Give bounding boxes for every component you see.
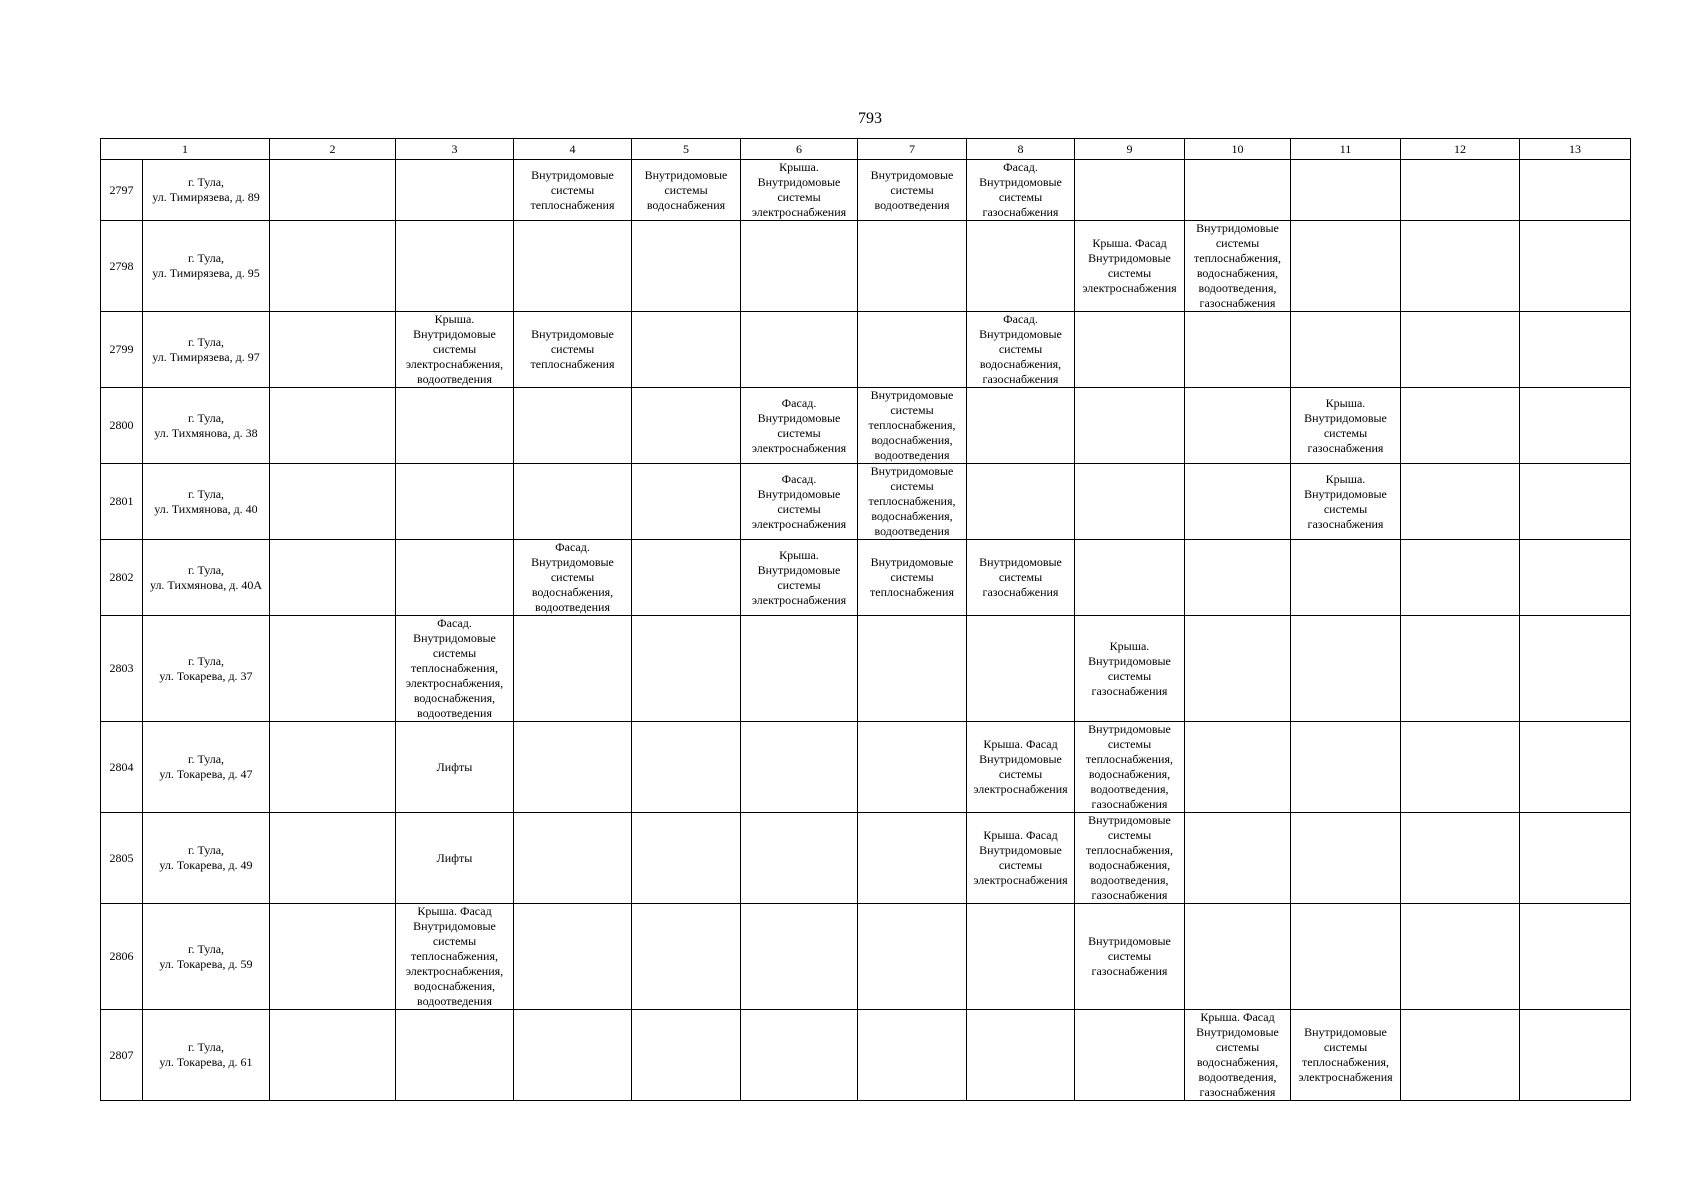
work-text: Крыша. Фасад Внутридомовые системы электроснабжения (973, 828, 1068, 887)
work-text: Внутридомовые системы теплоснабжения (870, 555, 954, 599)
work-cell-col-13 (1520, 722, 1631, 813)
work-cell-col-5 (632, 221, 741, 312)
work-cell-col-4 (514, 312, 632, 388)
work-text: Фасад. Внутридомовые системы водоснабжения, водоотведения (531, 540, 614, 614)
table-row (101, 221, 1631, 312)
work-cell-col-12 (1401, 388, 1520, 464)
work-cell-col-4 (514, 813, 632, 904)
work-cell-col-7 (858, 160, 967, 221)
address-cell (143, 540, 270, 616)
address-text: г. Тула, ул. Токарева, д. 47 (159, 752, 253, 781)
column-header-9: 9 (1075, 139, 1185, 160)
work-cell-col-4 (514, 540, 632, 616)
work-cell-col-9 (1075, 813, 1185, 904)
work-cell-col-13 (1520, 616, 1631, 722)
table-row (101, 312, 1631, 388)
work-cell-col-10 (1185, 540, 1291, 616)
work-cell-col-9 (1075, 464, 1185, 540)
work-cell-col-8 (967, 464, 1075, 540)
address-cell (143, 464, 270, 540)
page-number: 793 (858, 110, 882, 127)
work-text: Внутридомовые системы теплоснабжения, водоснабжения, водоотведения, газоснабжения (1086, 813, 1173, 902)
work-text: Фасад. Внутридомовые системы теплоснабжения, электроснабжения, водоснабжения, водоотведения (405, 616, 504, 720)
work-cell-col-11 (1291, 388, 1401, 464)
work-cell-col-10 (1185, 312, 1291, 388)
work-cell-col-10 (1185, 904, 1291, 1010)
work-cell-col-4 (514, 722, 632, 813)
column-header-8: 8 (967, 139, 1075, 160)
work-cell-col-8 (967, 813, 1075, 904)
work-cell-col-6 (741, 813, 858, 904)
work-text: Внутридомовые системы теплоснабжения (530, 167, 615, 212)
work-cell-col-11 (1291, 722, 1401, 813)
work-cell-col-10 (1185, 616, 1291, 722)
work-cell-col-8 (967, 904, 1075, 1010)
address-text: г. Тула, ул. Тихмянова, д. 40 (154, 486, 258, 516)
work-cell-col-9 (1075, 312, 1185, 388)
work-cell-col-2 (270, 904, 396, 1010)
work-cell-col-7 (858, 540, 967, 616)
work-cell-col-12 (1401, 540, 1520, 616)
work-cell-col-6 (741, 1010, 858, 1101)
work-cell-col-7 (858, 722, 967, 813)
work-text: Фасад. Внутридомовые системы газоснабжения (979, 160, 1062, 219)
work-cell-col-2 (270, 616, 396, 722)
work-cell-col-4 (514, 616, 632, 722)
work-text: Фасад. Внутридомовые системы электроснабжения (751, 471, 847, 531)
work-cell-col-6 (741, 221, 858, 312)
column-header-11: 11 (1291, 139, 1401, 160)
table-row (101, 160, 1631, 221)
work-cell-col-3 (396, 904, 514, 1010)
work-cell-col-2 (270, 388, 396, 464)
column-header-7: 7 (858, 139, 967, 160)
work-text: Внутридомовые системы теплоснабжения, водоснабжения, водоотведения, газоснабжения (1194, 221, 1281, 310)
work-cell-col-7 (858, 388, 967, 464)
work-cell-col-8 (967, 540, 1075, 616)
work-text: Внутридомовые системы теплоснабжения, водоснабжения, водоотведения (868, 464, 956, 538)
work-cell-col-13 (1520, 813, 1631, 904)
work-cell-col-9 (1075, 722, 1185, 813)
column-header-1: 1 (101, 139, 270, 160)
work-cell-col-3 (396, 616, 514, 722)
address-cell (143, 221, 270, 312)
work-cell-col-3 (396, 388, 514, 464)
work-cell-col-10 (1185, 722, 1291, 813)
work-cell-col-5 (632, 464, 741, 540)
address-text: г. Тула, ул. Тимирязева, д. 89 (152, 175, 260, 204)
work-text: Лифты (436, 850, 473, 865)
work-cell-col-13 (1520, 1010, 1631, 1101)
work-cell-col-7 (858, 1010, 967, 1101)
work-cell-col-8 (967, 312, 1075, 388)
table-row (101, 1010, 1631, 1101)
work-cell-col-7 (858, 813, 967, 904)
work-cell-col-2 (270, 722, 396, 813)
address-text: г. Тула, ул. Токарева, д. 49 (159, 843, 253, 872)
work-text: Крыша. Внутридомовые системы электроснабжения, водоотведения (405, 312, 504, 386)
work-cell-col-3 (396, 464, 514, 540)
work-cell-col-5 (632, 160, 741, 221)
work-text: Внутридомовые системы теплоснабжения, водоснабжения, водоотведения, газоснабжения (1086, 722, 1173, 811)
work-cell-col-7 (858, 904, 967, 1010)
address-cell (143, 722, 270, 813)
work-cell-col-3 (396, 1010, 514, 1101)
work-cell-col-11 (1291, 221, 1401, 312)
address-text: г. Тула, ул. Тимирязева, д. 95 (152, 251, 260, 280)
work-text: Фасад. Внутридомовые системы электроснабжения (751, 395, 847, 455)
work-cell-col-11 (1291, 540, 1401, 616)
address-cell (143, 312, 270, 388)
work-cell-col-8 (967, 388, 1075, 464)
row-number: 2803 (101, 616, 143, 722)
table-row (101, 813, 1631, 904)
address-text: г. Тула, ул. Тимирязева, д. 97 (152, 334, 260, 364)
work-cell-col-5 (632, 312, 741, 388)
work-cell-col-2 (270, 160, 396, 221)
work-cell-col-5 (632, 813, 741, 904)
work-cell-col-2 (270, 312, 396, 388)
table-row (101, 616, 1631, 722)
work-cell-col-10 (1185, 160, 1291, 221)
work-cell-col-8 (967, 221, 1075, 312)
work-cell-col-4 (514, 388, 632, 464)
work-cell-col-2 (270, 813, 396, 904)
work-cell-col-2 (270, 540, 396, 616)
work-cell-col-7 (858, 312, 967, 388)
work-cell-col-6 (741, 160, 858, 221)
work-cell-col-8 (967, 160, 1075, 221)
work-cell-col-11 (1291, 464, 1401, 540)
work-cell-col-3 (396, 221, 514, 312)
work-cell-col-3 (396, 312, 514, 388)
address-text: г. Тула, ул. Токарева, д. 61 (159, 1040, 253, 1069)
work-cell-col-13 (1520, 464, 1631, 540)
column-header-13: 13 (1520, 139, 1631, 160)
work-cell-col-6 (741, 312, 858, 388)
table-body (101, 160, 1631, 1101)
row-number: 2807 (101, 1010, 143, 1101)
row-number: 2806 (101, 904, 143, 1010)
work-cell-col-11 (1291, 160, 1401, 221)
address-cell (143, 1010, 270, 1101)
address-text: г. Тула, ул. Тихмянова, д. 40А (149, 562, 263, 592)
row-number: 2800 (101, 388, 143, 464)
row-number: 2805 (101, 813, 143, 904)
work-text: Крыша. Внутридомовые системы электроснабжения (751, 547, 847, 607)
work-cell-col-3 (396, 160, 514, 221)
column-header-3: 3 (396, 139, 514, 160)
work-cell-col-5 (632, 1010, 741, 1101)
work-cell-col-8 (967, 722, 1075, 813)
work-cell-col-5 (632, 616, 741, 722)
work-text: Фасад. Внутридомовые системы водоснабжения, газоснабжения (979, 312, 1062, 386)
registry-table (100, 138, 1631, 1101)
work-cell-col-5 (632, 388, 741, 464)
work-text: Крыша. Внутридомовые системы газоснабжения (1088, 638, 1171, 698)
address-text: г. Тула, ул. Токарева, д. 37 (159, 653, 253, 683)
work-cell-col-9 (1075, 221, 1185, 312)
work-cell-col-4 (514, 221, 632, 312)
work-text: Крыша. Внутридомовые системы газоснабжения (1304, 471, 1387, 531)
row-number: 2802 (101, 540, 143, 616)
work-cell-col-12 (1401, 1010, 1520, 1101)
work-cell-col-5 (632, 540, 741, 616)
work-cell-col-6 (741, 722, 858, 813)
work-cell-col-13 (1520, 312, 1631, 388)
work-cell-col-12 (1401, 813, 1520, 904)
work-text: Внутридомовые системы водоснабжения (644, 167, 728, 212)
work-cell-col-8 (967, 1010, 1075, 1101)
work-cell-col-9 (1075, 160, 1185, 221)
work-cell-col-7 (858, 221, 967, 312)
table-row (101, 540, 1631, 616)
work-cell-col-13 (1520, 904, 1631, 1010)
work-text: Лифты (436, 759, 473, 774)
work-cell-col-4 (514, 160, 632, 221)
work-text: Крыша. Фасад Внутридомовые системы электроснабжения (1082, 236, 1177, 295)
work-text: Крыша. Фасад Внутридомовые системы электроснабжения (973, 737, 1068, 796)
work-cell-col-10 (1185, 388, 1291, 464)
work-cell-col-11 (1291, 813, 1401, 904)
work-cell-col-3 (396, 722, 514, 813)
work-text: Крыша. Фасад Внутридомовые системы теплоснабжения, электроснабжения, водоснабжения, водоотведения (405, 904, 504, 1008)
work-cell-col-11 (1291, 616, 1401, 722)
work-text: Внутридомовые системы теплоснабжения, электроснабжения (1298, 1025, 1393, 1084)
work-cell-col-10 (1185, 221, 1291, 312)
row-number: 2801 (101, 464, 143, 540)
work-cell-col-12 (1401, 722, 1520, 813)
work-cell-col-2 (270, 221, 396, 312)
row-number: 2804 (101, 722, 143, 813)
work-cell-col-13 (1520, 221, 1631, 312)
work-cell-col-2 (270, 1010, 396, 1101)
work-cell-col-12 (1401, 904, 1520, 1010)
row-number: 2799 (101, 312, 143, 388)
work-cell-col-7 (858, 616, 967, 722)
column-header-10: 10 (1185, 139, 1291, 160)
column-header-6: 6 (741, 139, 858, 160)
work-cell-col-12 (1401, 464, 1520, 540)
work-cell-col-13 (1520, 388, 1631, 464)
table-row (101, 904, 1631, 1010)
work-text: Крыша. Внутридомовые системы электроснабжения (751, 160, 847, 219)
work-cell-col-6 (741, 904, 858, 1010)
work-cell-col-4 (514, 464, 632, 540)
work-cell-col-4 (514, 1010, 632, 1101)
address-cell (143, 388, 270, 464)
work-cell-col-9 (1075, 1010, 1185, 1101)
work-cell-col-9 (1075, 904, 1185, 1010)
work-text: Внутридомовые системы теплоснабжения (530, 327, 615, 371)
work-text: Внутридомовые системы газоснабжения (979, 555, 1062, 599)
work-cell-col-6 (741, 616, 858, 722)
work-cell-col-8 (967, 616, 1075, 722)
table-row (101, 464, 1631, 540)
work-cell-col-13 (1520, 540, 1631, 616)
work-cell-col-11 (1291, 312, 1401, 388)
work-cell-col-10 (1185, 464, 1291, 540)
work-cell-col-12 (1401, 312, 1520, 388)
work-cell-col-9 (1075, 616, 1185, 722)
column-header-5: 5 (632, 139, 741, 160)
work-cell-col-2 (270, 464, 396, 540)
row-number: 2798 (101, 221, 143, 312)
work-cell-col-9 (1075, 388, 1185, 464)
table-row (101, 722, 1631, 813)
address-cell (143, 160, 270, 221)
work-text: Внутридомовые системы теплоснабжения, водоснабжения, водоотведения (868, 388, 956, 462)
column-header-2: 2 (270, 139, 396, 160)
column-header-4: 4 (514, 139, 632, 160)
address-text: г. Тула, ул. Токарева, д. 59 (159, 941, 253, 971)
address-cell (143, 813, 270, 904)
work-cell-col-11 (1291, 904, 1401, 1010)
row-number: 2797 (101, 160, 143, 221)
address-cell (143, 904, 270, 1010)
work-cell-col-9 (1075, 540, 1185, 616)
work-cell-col-10 (1185, 1010, 1291, 1101)
work-cell-col-12 (1401, 221, 1520, 312)
work-cell-col-5 (632, 722, 741, 813)
work-cell-col-6 (741, 388, 858, 464)
header-row (101, 139, 1631, 160)
work-text: Внутридомовые системы газоснабжения (1088, 934, 1171, 978)
column-header-12: 12 (1401, 139, 1520, 160)
work-cell-col-7 (858, 464, 967, 540)
work-cell-col-4 (514, 904, 632, 1010)
work-cell-col-6 (741, 464, 858, 540)
work-cell-col-11 (1291, 1010, 1401, 1101)
work-cell-col-3 (396, 813, 514, 904)
work-cell-col-5 (632, 904, 741, 1010)
work-cell-col-3 (396, 540, 514, 616)
table-row (101, 388, 1631, 464)
table-header (101, 139, 1631, 160)
work-cell-col-12 (1401, 616, 1520, 722)
work-text: Крыша. Внутридомовые системы газоснабжения (1304, 395, 1387, 455)
work-cell-col-10 (1185, 813, 1291, 904)
address-cell (143, 616, 270, 722)
work-cell-col-13 (1520, 160, 1631, 221)
work-cell-col-12 (1401, 160, 1520, 221)
work-text: Внутридомовые системы водоотведения (870, 167, 954, 212)
work-text: Крыша. Фасад Внутридомовые системы водоснабжения, водоотведения, газоснабжения (1196, 1010, 1279, 1099)
address-text: г. Тула, ул. Тихмянова, д. 38 (154, 410, 258, 440)
work-cell-col-6 (741, 540, 858, 616)
